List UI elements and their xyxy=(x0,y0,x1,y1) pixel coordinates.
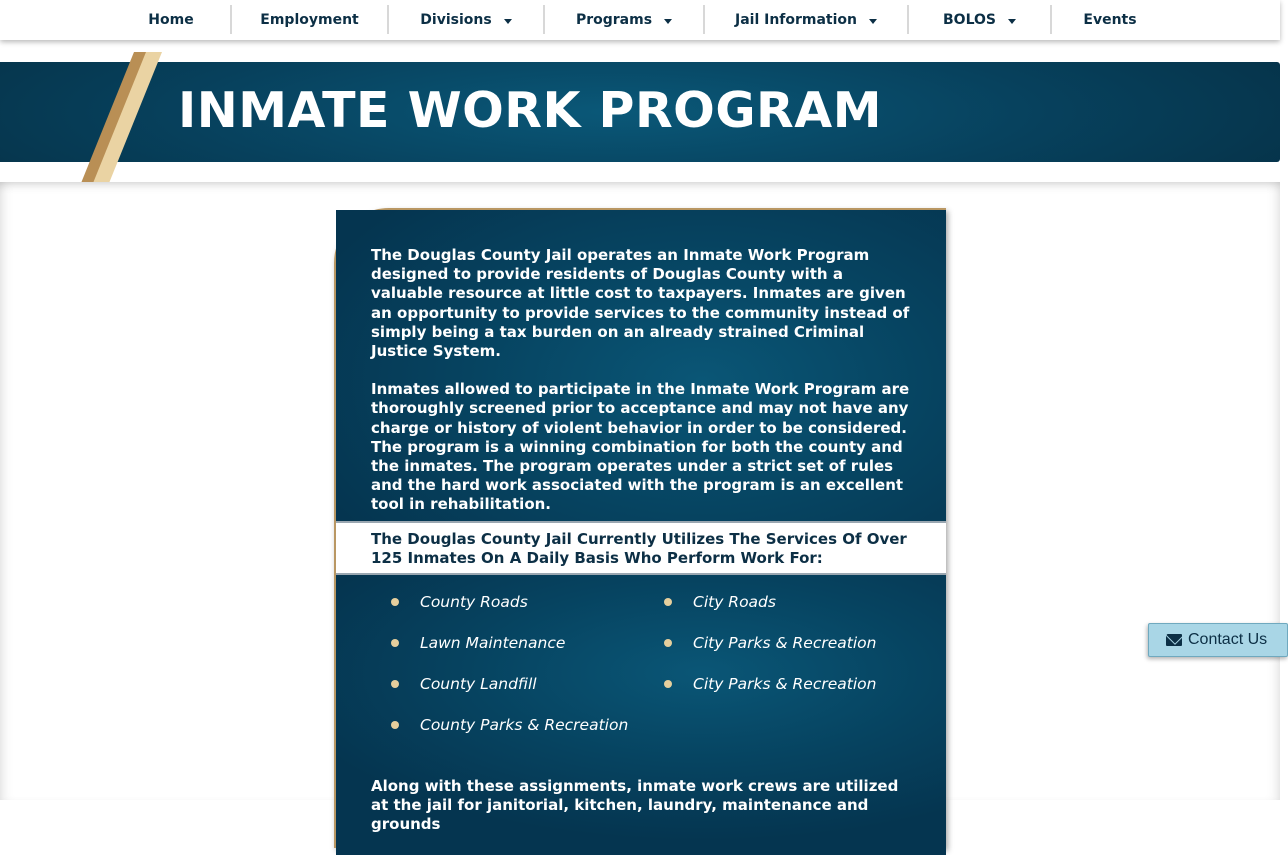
page-banner xyxy=(0,62,1280,162)
bullet-icon xyxy=(664,598,672,606)
services-panel xyxy=(336,575,946,855)
nav-item-label: Events xyxy=(1083,12,1137,28)
list-item-label: Lawn Maintenance xyxy=(420,634,566,652)
caret-down-icon xyxy=(1008,19,1016,24)
nav-item-label: Employment xyxy=(260,12,359,28)
nav-item-label: Home xyxy=(148,12,194,28)
caret-down-icon xyxy=(869,19,877,24)
page-title: INMATE WORK PROGRAM xyxy=(178,82,882,139)
nav-item-label: BOLOS xyxy=(943,12,996,28)
services-list xyxy=(371,591,910,755)
after-paragraph: Along with these assignments, inmate work crews are utilized at the jail for janitorial, kitchen, laundry, maintenance and grounds xyxy=(371,777,899,834)
list-item xyxy=(664,673,876,695)
services-heading: The Douglas County Jail Currently Utilizes The Services Of Over 125 Inmates On A Daily Basis Who Perform Work For: xyxy=(371,530,907,568)
nav-item-programs[interactable] xyxy=(545,0,703,40)
list-item xyxy=(391,673,537,695)
bullet-icon xyxy=(391,721,399,729)
list-item-label: City Roads xyxy=(693,593,776,611)
list-item xyxy=(391,714,628,736)
list-item xyxy=(664,591,776,613)
nav-item-home[interactable] xyxy=(112,0,230,40)
list-item xyxy=(391,632,565,654)
list-item-label: County Landfill xyxy=(420,675,537,693)
intro-panel xyxy=(336,210,946,521)
nav-item-label: Programs xyxy=(575,12,653,28)
main-nav xyxy=(0,0,1280,40)
bullet-icon xyxy=(391,639,399,647)
contact-us-button[interactable] xyxy=(1148,623,1288,657)
nav-item-label: Divisions xyxy=(420,12,492,28)
envelope-icon xyxy=(1166,634,1182,646)
bullet-icon xyxy=(391,598,399,606)
bullet-icon xyxy=(391,680,399,688)
list-item-label: City Parks & Recreation xyxy=(693,634,877,652)
nav-item-employment[interactable] xyxy=(232,0,387,40)
list-item-label: County Roads xyxy=(420,593,528,611)
nav-item-jail-information[interactable] xyxy=(705,0,907,40)
caret-down-icon xyxy=(664,19,672,24)
program-card xyxy=(334,208,946,848)
caret-down-icon xyxy=(504,19,512,24)
services-heading-band xyxy=(336,521,946,575)
nav-item-events[interactable] xyxy=(1052,0,1168,40)
list-item-label: County Parks & Recreation xyxy=(420,716,629,734)
list-item xyxy=(391,591,528,613)
intro-paragraph: The Douglas County Jail operates an Inmate Work Program designed to provide residents of Douglas County with a valuable resource at little cost to taxpayers. Inmates are given an opportunity to provide services to the community instead of simply being a tax burden on an already strained Criminal Justice System. xyxy=(371,246,910,361)
bullet-icon xyxy=(664,680,672,688)
contact-us-label: Contact Us xyxy=(1188,631,1268,648)
nav-item-divisions[interactable] xyxy=(389,0,543,40)
bullet-icon xyxy=(664,639,672,647)
intro-paragraph: Inmates allowed to participate in the Inmate Work Program are thoroughly screened prior to acceptance and may not have any charge or history of violent behavior in order to be considered. The program is a winning combination for both the county and the inmates. The program operates under a strict set of rules and the hard work associated with the program is an excellent tool in rehabilitation. xyxy=(371,380,910,514)
list-item xyxy=(664,632,876,654)
list-item-label: City Parks & Recreation xyxy=(693,675,877,693)
nav-item-label: Jail Information xyxy=(734,12,858,28)
nav-item-bolos[interactable] xyxy=(909,0,1050,40)
